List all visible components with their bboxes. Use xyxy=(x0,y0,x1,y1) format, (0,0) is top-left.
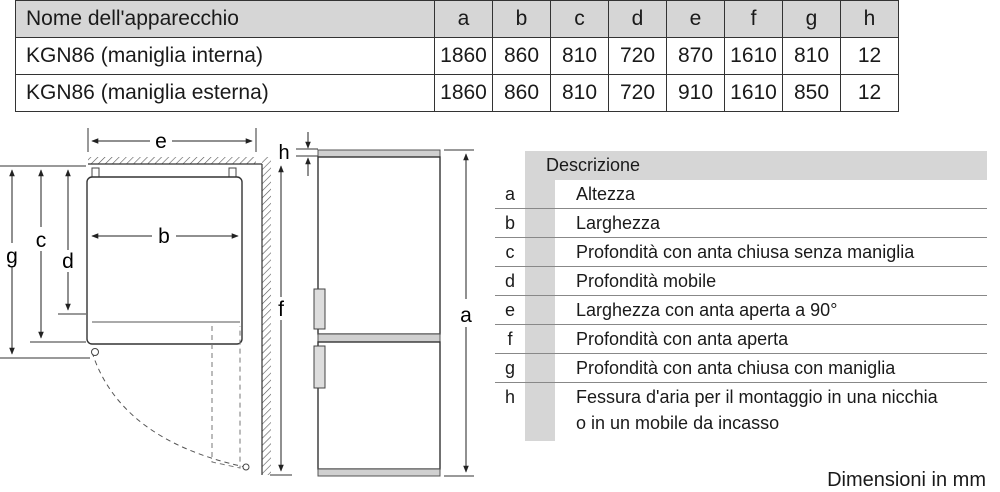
legend-description xyxy=(525,383,987,441)
table-cell: 1610 xyxy=(725,75,783,112)
header-cell: a xyxy=(435,1,493,38)
legend-key: d xyxy=(504,271,515,291)
table-cell: 810 xyxy=(551,38,609,75)
legend-key: h xyxy=(504,387,515,407)
legend-description-line: Fessura d'aria per il montaggio in una nicchia xyxy=(576,387,938,407)
list-item xyxy=(495,267,987,296)
legend-key: g xyxy=(504,358,515,378)
label-d: d xyxy=(62,250,74,273)
legend-description: Altezza xyxy=(525,180,987,208)
legend-description: Larghezza con anta aperta a 90° xyxy=(525,296,987,324)
dimension-c xyxy=(30,166,86,342)
legend-description: Larghezza xyxy=(525,209,987,237)
header-cell: d xyxy=(609,1,667,38)
legend-header: Descrizione xyxy=(525,151,987,180)
list-item xyxy=(495,180,987,209)
dimension-h xyxy=(278,132,318,176)
label-h: h xyxy=(278,142,290,164)
table-cell: 12 xyxy=(841,75,899,112)
dimension-f xyxy=(270,166,292,475)
legend-key: e xyxy=(504,300,515,320)
dimension-d xyxy=(58,170,86,314)
table-cell: 910 xyxy=(667,75,725,112)
legend-description: Profondità con anta aperta xyxy=(525,325,987,353)
label-a: a xyxy=(460,304,472,327)
table-cell: 12 xyxy=(841,38,899,75)
table-cell: 1610 xyxy=(725,38,783,75)
list-item xyxy=(495,238,987,267)
table-cell: 720 xyxy=(609,75,667,112)
label-c: c xyxy=(35,229,47,252)
header-cell: f xyxy=(725,1,783,38)
legend-table xyxy=(495,151,987,441)
fridge-top-view xyxy=(87,168,249,470)
table-cell: 810 xyxy=(551,75,609,112)
header-cell: b xyxy=(493,1,551,38)
table-cell: 860 xyxy=(493,75,551,112)
table-cell: 1860 xyxy=(435,38,493,75)
legend-key: a xyxy=(504,184,515,204)
legend-description: Profondità con anta chiusa con maniglia xyxy=(525,354,987,382)
table-cell: 870 xyxy=(667,38,725,75)
legend-description-line: o in un mobile da incasso xyxy=(576,413,780,433)
legend-key: b xyxy=(504,213,515,233)
header-cell: Nome dell'apparecchio xyxy=(16,1,435,38)
legend-key: f xyxy=(507,329,513,349)
table-cell: 860 xyxy=(493,38,551,75)
list-item xyxy=(495,325,987,354)
fridge-dimension-drawing xyxy=(0,0,500,491)
label-b: b xyxy=(158,225,170,248)
legend-description: Profondità con anta chiusa senza maniglia xyxy=(525,238,987,266)
list-item xyxy=(495,296,987,325)
label-e: e xyxy=(155,130,167,153)
legend-key: c xyxy=(505,242,515,262)
header-cell: e xyxy=(667,1,725,38)
dimension-a xyxy=(444,150,474,476)
legend-description: Profondità mobile xyxy=(525,267,987,295)
dimension-e xyxy=(88,128,256,153)
table-cell: KGN86 (maniglia esterna) xyxy=(16,75,435,112)
table-cell: KGN86 (maniglia interna) xyxy=(16,38,435,75)
units-note: Dimensioni in mm xyxy=(827,469,986,491)
fridge-side-view xyxy=(314,150,440,476)
list-item xyxy=(495,354,987,383)
header-cell: h xyxy=(841,1,899,38)
header-cell: c xyxy=(551,1,609,38)
label-g: g xyxy=(6,245,18,268)
dimension-g xyxy=(0,166,90,358)
list-item xyxy=(495,209,987,238)
table-cell: 850 xyxy=(783,75,841,112)
table-cell: 720 xyxy=(609,38,667,75)
table-cell: 1860 xyxy=(435,75,493,112)
table-cell: 810 xyxy=(783,38,841,75)
list-item xyxy=(495,383,987,441)
label-f: f xyxy=(278,298,284,321)
header-cell: g xyxy=(783,1,841,38)
